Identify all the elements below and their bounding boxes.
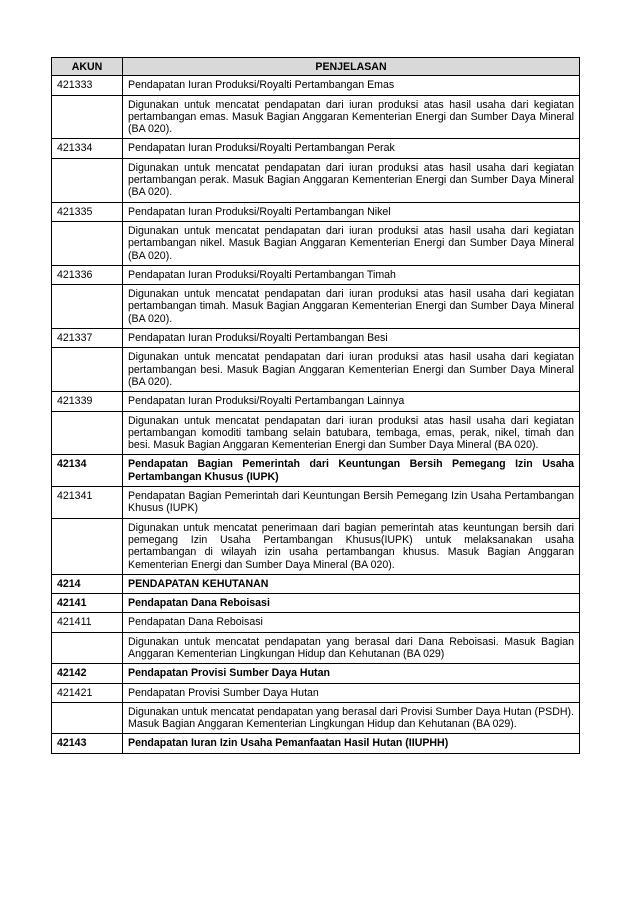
table-row xyxy=(52,455,580,487)
account-code: 421421 xyxy=(52,683,123,702)
account-code xyxy=(52,95,123,139)
account-description: Digunakan untuk mencatat penerimaan dari bagian pemerintah atas keuntungan bersih dari pemegang Izin Usaha Pertambangan Khusus(IUPK) untuk melaksanakan usaha pertambangan di wilayah izin usaha pertambangan khusus. Masuk Bagian Anggaran Kementerian Energi dan Sumber Daya Mineral (BA 020). xyxy=(123,518,580,574)
account-title: Pendapatan Iuran Izin Usaha Pemanfaatan Hasil Hutan (IIUPHH) xyxy=(123,734,580,753)
account-code: 421336 xyxy=(52,265,123,284)
account-title: Pendapatan Iuran Produksi/Royalti Pertambangan Lainnya xyxy=(123,392,580,411)
table-row xyxy=(52,348,580,392)
account-code xyxy=(52,285,123,329)
account-title: Pendapatan Dana Reboisasi xyxy=(123,594,580,613)
account-title: Pendapatan Provisi Sumber Daya Hutan xyxy=(123,683,580,702)
table-row xyxy=(52,265,580,284)
account-code: 421341 xyxy=(52,487,123,519)
account-code xyxy=(52,632,123,664)
table-row xyxy=(52,76,580,95)
table-row xyxy=(52,329,580,348)
account-code: 421334 xyxy=(52,139,123,158)
table-row xyxy=(52,411,580,455)
table-row xyxy=(52,139,580,158)
account-code xyxy=(52,518,123,574)
account-title: Pendapatan Iuran Produksi/Royalti Pertambangan Perak xyxy=(123,139,580,158)
account-code xyxy=(52,158,123,202)
table-row xyxy=(52,683,580,702)
header-akun: AKUN xyxy=(52,58,123,76)
account-code xyxy=(52,411,123,455)
account-code xyxy=(52,702,123,734)
account-description: Digunakan untuk mencatat pendapatan dari iuran produksi atas hasil usaha dari kegiatan pertambangan komoditi tambang selain batubara, tembaga, emas, perak, nikel, timah dan besi. Masuk Bagian Anggaran Kementerian Energi dan Sumber Daya Mineral (BA 020). xyxy=(123,411,580,455)
table-row xyxy=(52,95,580,139)
account-code: 421333 xyxy=(52,76,123,95)
account-description: Digunakan untuk mencatat pendapatan dari iuran produksi atas hasil usaha dari kegiatan pertambangan timah. Masuk Bagian Anggaran Kementerian Energi dan Sumber Daya Mineral (BA 020). xyxy=(123,285,580,329)
account-code: 4214 xyxy=(52,574,123,593)
account-title: Pendapatan Dana Reboisasi xyxy=(123,613,580,632)
account-table xyxy=(51,57,580,754)
table-row xyxy=(52,518,580,574)
account-title: Pendapatan Iuran Produksi/Royalti Pertambangan Besi xyxy=(123,329,580,348)
account-code xyxy=(52,221,123,265)
account-description: Digunakan untuk mencatat pendapatan dari iuran produksi atas hasil usaha dari kegiatan pertambangan nikel. Masuk Bagian Anggaran Kementerian Energi dan Sumber Daya Mineral (BA 020). xyxy=(123,221,580,265)
account-code: 421411 xyxy=(52,613,123,632)
account-description: Digunakan untuk mencatat pendapatan yang berasal dari Dana Reboisasi. Masuk Bagian Anggaran Kementerian Lingkungan Hidup dan Kehutanan (BA 029) xyxy=(123,632,580,664)
account-code: 421339 xyxy=(52,392,123,411)
table-body xyxy=(52,76,580,753)
account-description: Digunakan untuk mencatat pendapatan dari iuran produksi atas hasil usaha dari kegiatan pertambangan besi. Masuk Bagian Anggaran Kementerian Energi dan Sumber Daya Mineral (BA 020). xyxy=(123,348,580,392)
account-code: 421335 xyxy=(52,202,123,221)
account-title: Pendapatan Iuran Produksi/Royalti Pertambangan Timah xyxy=(123,265,580,284)
table-header-row xyxy=(52,58,580,76)
table-row xyxy=(52,574,580,593)
account-title: Pendapatan Bagian Pemerintah dari Keuntungan Bersih Pemegang Izin Usaha Pertambangan Khusus (IUPK) xyxy=(123,487,580,519)
table-row xyxy=(52,734,580,753)
account-code: 42143 xyxy=(52,734,123,753)
account-code: 421337 xyxy=(52,329,123,348)
table-row xyxy=(52,285,580,329)
account-title: Pendapatan Iuran Produksi/Royalti Pertambangan Nikel xyxy=(123,202,580,221)
table-row xyxy=(52,664,580,683)
account-title: Pendapatan Provisi Sumber Daya Hutan xyxy=(123,664,580,683)
header-penjelasan: PENJELASAN xyxy=(123,58,580,76)
table-row xyxy=(52,702,580,734)
account-description: Digunakan untuk mencatat pendapatan dari iuran produksi atas hasil usaha dari kegiatan pertambangan emas. Masuk Bagian Anggaran Kementerian Energi dan Sumber Daya Mineral (BA 020). xyxy=(123,95,580,139)
table-row xyxy=(52,158,580,202)
table-row xyxy=(52,392,580,411)
account-code xyxy=(52,348,123,392)
account-code: 42142 xyxy=(52,664,123,683)
account-title: PENDAPATAN KEHUTANAN xyxy=(123,574,580,593)
account-description: Digunakan untuk mencatat pendapatan yang berasal dari Provisi Sumber Daya Hutan (PSDH). Masuk Bagian Anggaran Kementerian Lingkungan Hidup dan Kehutanan (BA 029). xyxy=(123,702,580,734)
table-row xyxy=(52,594,580,613)
table-row xyxy=(52,487,580,519)
account-title: Pendapatan Iuran Produksi/Royalti Pertambangan Emas xyxy=(123,76,580,95)
account-title: Pendapatan Bagian Pemerintah dari Keuntungan Bersih Pemegang Izin Usaha Pertambangan Khusus (IUPK) xyxy=(123,455,580,487)
account-description: Digunakan untuk mencatat pendapatan dari iuran produksi atas hasil usaha dari kegiatan pertambangan perak. Masuk Bagian Anggaran Kementerian Energi dan Sumber Daya Mineral (BA 020). xyxy=(123,158,580,202)
account-code: 42134 xyxy=(52,455,123,487)
table-row xyxy=(52,202,580,221)
table-row xyxy=(52,632,580,664)
table-row xyxy=(52,221,580,265)
table-row xyxy=(52,613,580,632)
account-code: 42141 xyxy=(52,594,123,613)
